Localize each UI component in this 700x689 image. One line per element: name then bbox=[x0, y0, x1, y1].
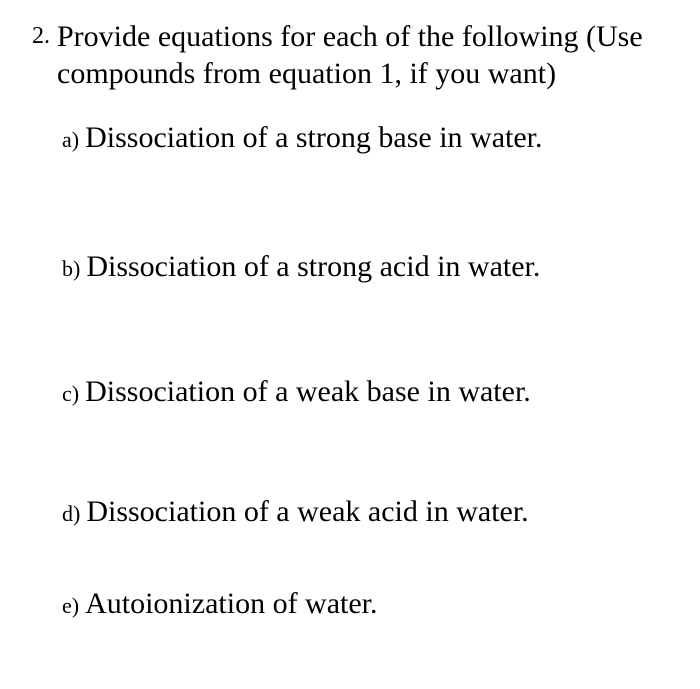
part-d-text: Dissociation of a weak acid in water. bbox=[86, 495, 529, 528]
part-a-label: a) bbox=[62, 127, 80, 152]
question-heading bbox=[32, 18, 692, 92]
part-d-label: d) bbox=[62, 501, 81, 526]
part-c-text: Dissociation of a weak base in water. bbox=[85, 375, 531, 408]
part-a-text: Dissociation of a strong base in water. bbox=[85, 121, 543, 154]
part-e-text: Autoionization of water. bbox=[85, 587, 378, 620]
part-e-label: e) bbox=[62, 593, 80, 618]
part-c bbox=[62, 373, 531, 412]
part-a bbox=[62, 119, 543, 158]
part-b-label: b) bbox=[62, 256, 81, 281]
question-number: 2. bbox=[32, 23, 50, 49]
part-e bbox=[62, 585, 378, 624]
part-d bbox=[62, 493, 529, 532]
part-b bbox=[62, 248, 540, 287]
question-text: Provide equations for each of the following (Use compounds from equation 1, if you want) bbox=[57, 20, 643, 90]
part-b-text: Dissociation of a strong acid in water. bbox=[86, 250, 541, 283]
part-c-label: c) bbox=[62, 381, 80, 406]
